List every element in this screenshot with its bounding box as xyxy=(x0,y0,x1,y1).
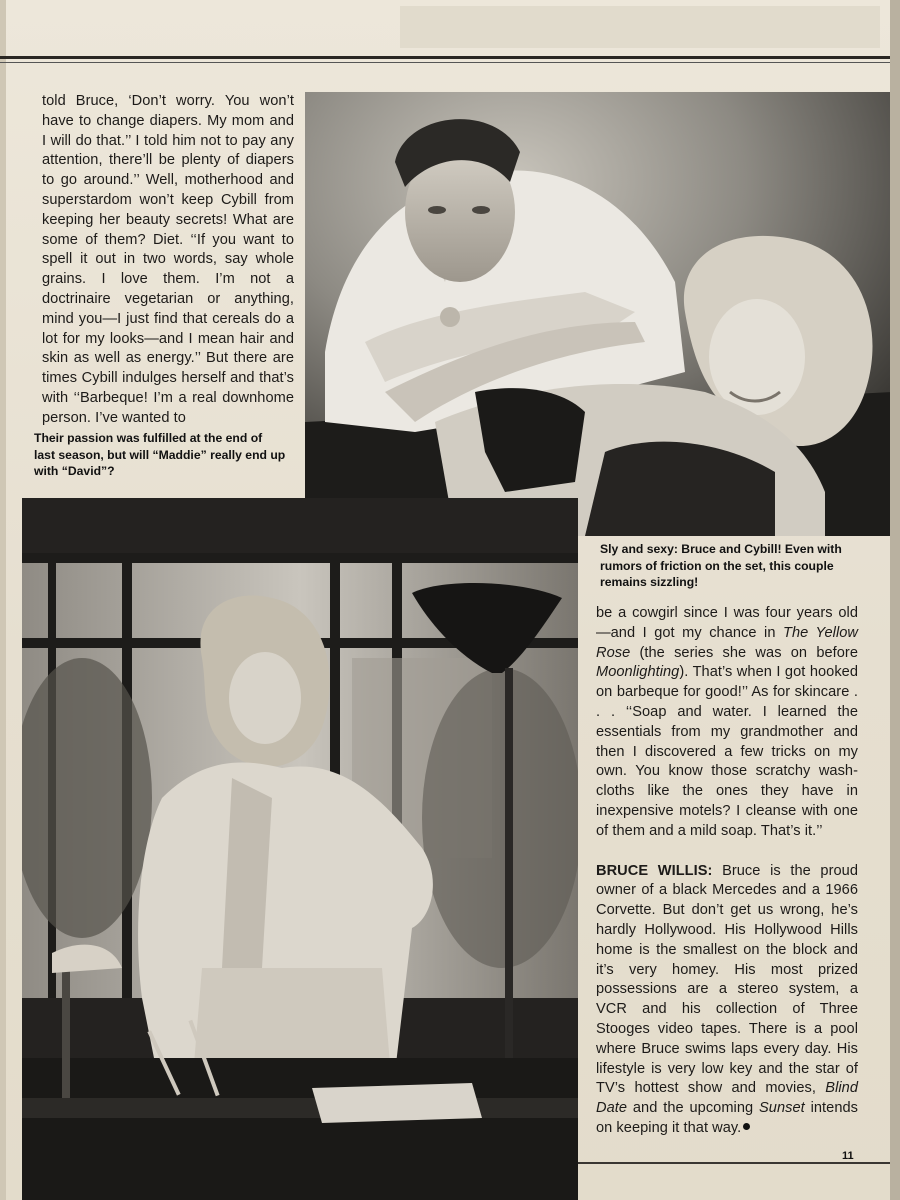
top-rule xyxy=(0,56,893,59)
photo-cybill-desk xyxy=(22,498,578,1200)
photo-bruce-cybill xyxy=(305,92,893,536)
bruce-title-blind-date: Blind Date xyxy=(596,1080,858,1117)
column2-text-3: ). That’s when I got hooked on barbeque for good!’’ As for skincare . . . ‘‘Soap and water. I learned the essentials from my grandmother and then I discovered a few tricks on my own. You know those scratchy wash-cloths like the ones they have in inexpensive motels? I cleanse with one of them and a mild soap. That’s it.’’ xyxy=(596,664,858,839)
column2-title-moonlighting: Moonlighting xyxy=(596,664,680,681)
column1-paragraph: told Bruce, ‘Don’t worry. You won’t have to change diapers. My mom and I will do that.’’ I told him not to pay any attention, there’ll be plenty of diapers to go around.’’ Well, motherhood and superstardom won’t keep Cybill from keeping her beauty secrets! What are some of them? Diet. ‘‘If you want to spell it out in two words, say whole grains. I love them. I’m not a doctrinaire vegetarian or anything, mind you—I just find that cereals do a lot for my looks—and I mean hair and skin as well as energy.’’ But there are times Cybill indulges herself and that’s with ‘‘Barbeque! I’m a real downhome person. I’ve wanted to xyxy=(42,93,294,426)
bruce-text-3: intends on keeping it that way. xyxy=(596,1100,858,1136)
photo-bruce-cybill-image xyxy=(305,92,893,536)
bruce-text-2: and the upcoming xyxy=(627,1100,760,1117)
article-column-1 xyxy=(42,92,294,429)
column2-text-1: be a cowgirl since I was four years old—and I got my chance in xyxy=(596,605,858,641)
page-left-edge xyxy=(0,0,6,1200)
page-right-edge xyxy=(890,0,900,1200)
top-rule-thin xyxy=(0,62,893,63)
bruce-text-1: Bruce is the proud owner of a black Mercedes and a 1966 Corvette. But don’t get us wrong, he’s hardly Hollywood. His Hollywood Hills home is the smallest on the block and it’s very homey. His most prized possessions are a stereo system, a VCR and his collection of Three Stooges video tapes. There is a pool where Bruce swims laps every day. His lifestyle is very low key and the star of TV’s hottest show and movies, xyxy=(596,862,858,1097)
photo-caption-right: Sly and sexy: Bruce and Cybill! Even with rumors of friction on the set, this couple remains sizzling! xyxy=(600,542,842,589)
bruce-lead: BRUCE WILLIS: xyxy=(596,862,713,879)
column2-title-yellow-rose: The Yellow Rose xyxy=(596,624,859,661)
header-ghost-text xyxy=(400,6,880,48)
page-number: 11 xyxy=(842,1150,854,1162)
column2-text-2: (the series she was on before xyxy=(630,644,858,661)
end-of-article-mark xyxy=(743,1123,750,1130)
bottom-rule xyxy=(578,1162,893,1164)
article-column-2 xyxy=(596,604,858,1139)
photo-cybill-desk-image xyxy=(22,498,578,1200)
column2-paragraph xyxy=(596,604,858,842)
bruce-title-sunset: Sunset xyxy=(759,1100,805,1117)
bruce-paragraph xyxy=(596,862,858,1139)
photo-caption-top: Their passion was fulfilled at the end of last season, but will “Maddie” really end up with “David”? xyxy=(34,431,286,478)
